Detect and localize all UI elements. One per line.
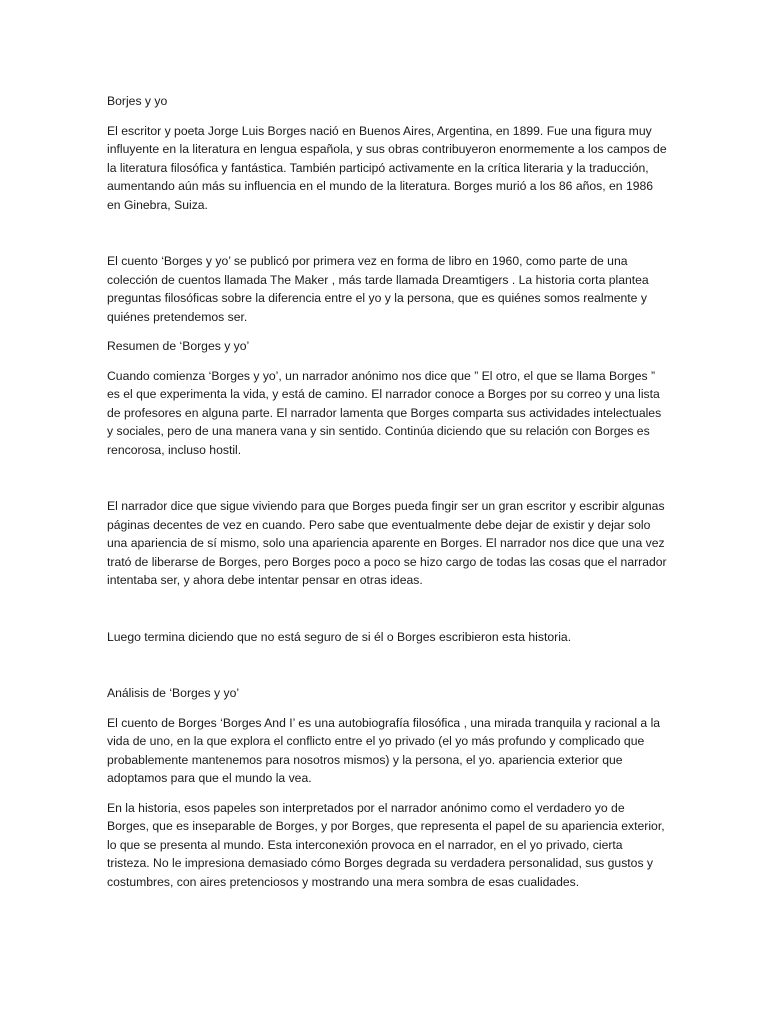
paragraph-summary-1: Cuando comienza ‘Borges y yo’, un narrador anónimo nos dice que ” El otro, el que se llama Borges ” es el que experimenta la vida, y está de camino. El narrador conoce a Borges por su correo y una lista de profesores en alguna parte. El narrador lamenta que Borges comparta sus actividades intelectuales y sociales, pero de una manera vana y sin sentido. Continúa diciendo que su relación con Borges es rencorosa, incluso hostil. — [107, 368, 662, 457]
paragraph-summary-2: El narrador dice que sigue viviendo para que Borges pueda fingir ser un gran escritor y escribir algunas páginas decentes de vez en cuando. Pero sabe que eventualmente debe dejar de existir y dejar solo una apariencia de sí mismo, solo una apariencia aparente en Borges. El narrador nos dice que una vez trató de liberarse de Borges, pero Borges poco a poco se hizo cargo de todas las cosas que el narrador intentaba ser, y ahora debe intentar pensar en otras ideas. — [107, 499, 667, 587]
spacer — [107, 326, 667, 337]
spacer — [107, 214, 667, 252]
spacer — [107, 703, 667, 714]
spacer — [107, 646, 667, 684]
spacer — [107, 356, 667, 367]
spacer — [107, 788, 667, 799]
paragraph-publication: El cuento ‘Borges y yo’ se publicó por primera vez en forma de libro en 1960, como parte de una colección de cuentos llamada The Maker , más tarde llamada Dreamtigers . La historia corta plantea preguntas filosóficas sobre la diferencia entre el yo y la persona, que es quiénes somos realmente y quiénes pretendemos ser. — [107, 254, 649, 324]
spacer — [107, 111, 667, 122]
heading-analisis: Análisis de ‘Borges y yo’ — [107, 686, 240, 700]
spacer — [107, 459, 667, 497]
paragraph-analysis-2: En la historia, esos papeles son interpretados por el narrador anónimo como el verdadero yo de Borges, que es inseparable de Borges, y por Borges, que representa el papel de su apariencia exterior, lo que se presenta al mundo. Esta interconexión provoca en el narrador, en el yo privado, cierta tristeza. No le impresiona demasiado cómo Borges degrada su verdadera personalidad, sus gustos y costumbres, con aires pretenciosos y mostrando una mera sombra de esas cualidades. — [107, 800, 665, 889]
document-title: Borjes y yo — [107, 94, 168, 108]
spacer — [107, 590, 667, 628]
paragraph-summary-3: Luego termina diciendo que no está seguro de si él o Borges escribieron esta historia. — [107, 629, 572, 644]
heading-resumen: Resumen de ‘Borges y yo’ — [107, 339, 250, 353]
paragraph-biography: El escritor y poeta Jorge Luis Borges nació en Buenos Aires, Argentina, en 1899. Fue una figura muy influyente en la literatura en lengua española, y sus obras contribuyeron enormemente a los campos de la literatura filosófica y fantástica. También participó activamente en la crítica literaria y la traducción, aumentando aún más su influencia en el mundo de la literatura. Borges murió a los 86 años, en 1986 en Ginebra, Suiza. — [107, 123, 667, 212]
paragraph-analysis-1: El cuento de Borges ‘Borges And I’ es una autobiografía filosófica , una mirada tranquila y racional a la vida de uno, en la que explora el conflicto entre el yo privado (el yo más profundo y complicado que probablemente mantenemos para nosotros mismos) y la persona, el yo. apariencia exterior que adoptamos para que el mundo la vea. — [107, 715, 661, 785]
document-body — [107, 92, 667, 891]
